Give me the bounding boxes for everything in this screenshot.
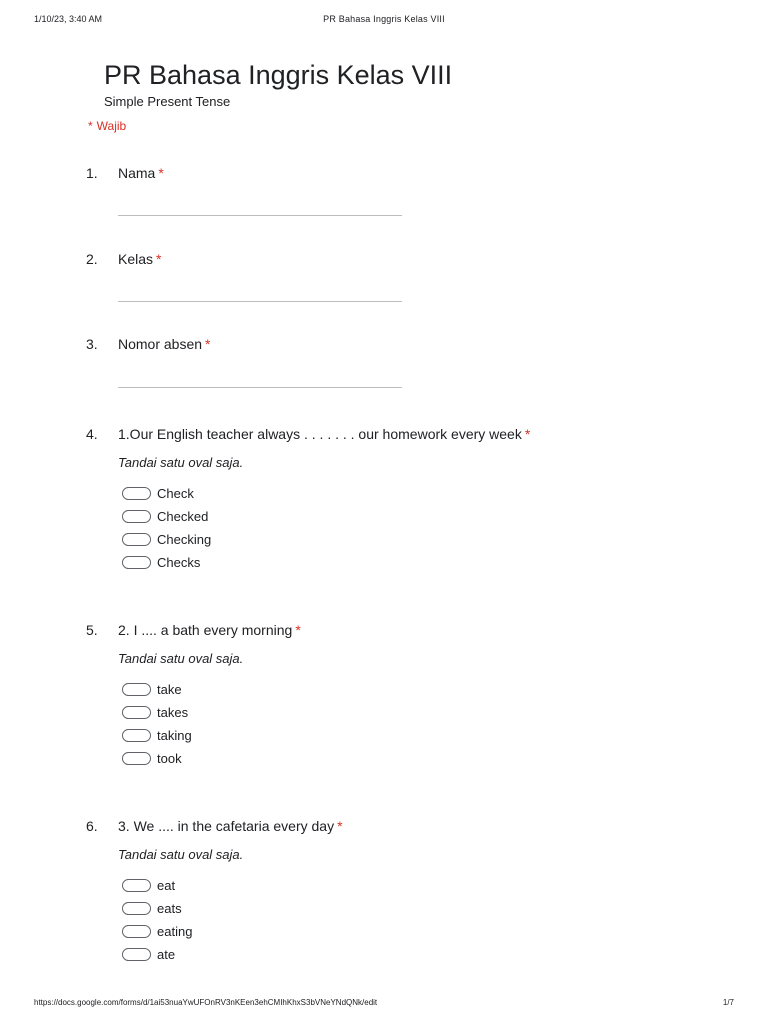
nama-answer-field[interactable] (118, 215, 402, 216)
radio-oval[interactable] (122, 729, 151, 742)
required-label: Wajib (96, 119, 127, 133)
required-star: * (337, 818, 343, 834)
question-label: 1.Our English teacher always . . . . . . . our homework every week (118, 426, 522, 442)
question-text (118, 336, 211, 352)
option-label: taking (157, 728, 192, 743)
required-star: * (158, 165, 164, 181)
required-star: * (205, 336, 211, 352)
question-instruction: Tandai satu oval saja. (118, 847, 244, 862)
option-label: eats (157, 901, 182, 916)
form-description: Simple Present Tense (104, 94, 231, 109)
question-number: 5. (86, 622, 98, 638)
question-text (118, 818, 343, 834)
question-text (118, 622, 301, 638)
required-note (88, 119, 126, 133)
option-label: eat (157, 878, 176, 893)
question-label: Kelas (118, 251, 154, 267)
question-instruction: Tandai satu oval saja. (118, 651, 244, 666)
radio-oval[interactable] (122, 706, 151, 719)
question-label: 2. I .... a bath every morning (118, 622, 293, 638)
radio-oval[interactable] (122, 510, 151, 523)
nomor-absen-answer-field[interactable] (118, 387, 402, 388)
question-text (118, 251, 161, 267)
form-title: PR Bahasa Inggris Kelas VIII (104, 60, 453, 90)
option-label: took (157, 751, 182, 766)
option-label: Checking (157, 532, 212, 547)
option-label: Checks (157, 555, 201, 570)
option-label: ate (157, 947, 176, 962)
radio-oval[interactable] (122, 752, 151, 765)
radio-oval[interactable] (122, 487, 151, 500)
radio-oval[interactable] (122, 533, 151, 546)
radio-oval[interactable] (122, 879, 151, 892)
print-doc-title: PR Bahasa Inggris Kelas VIII (323, 14, 445, 24)
radio-oval[interactable] (122, 683, 151, 696)
question-text (118, 426, 530, 442)
question-number: 3. (86, 336, 98, 352)
required-star: * (88, 119, 93, 133)
page-url: https://docs.google.com/forms/d/1ai53nuaYwUFOnRV3nKEen3ehCMIhKhxS3bVNeYNdQNk/edit (34, 998, 378, 1007)
question-label: Nomor absen (118, 336, 203, 352)
question-number: 4. (86, 426, 98, 442)
print-footer (34, 998, 734, 1010)
radio-oval[interactable] (122, 902, 151, 915)
option-label: Checked (157, 509, 209, 524)
option-label: take (157, 682, 182, 697)
question-number: 1. (86, 165, 98, 181)
question-label: 3. We .... in the cafetaria every day (118, 818, 335, 834)
kelas-answer-field[interactable] (118, 301, 402, 302)
radio-oval[interactable] (122, 948, 151, 961)
question-number: 6. (86, 818, 98, 834)
option-label: eating (157, 924, 193, 939)
print-header (34, 14, 734, 26)
page-number: 1/7 (722, 998, 734, 1007)
question-label: Nama (118, 165, 156, 181)
question-text (118, 165, 164, 181)
required-star: * (156, 251, 162, 267)
question-instruction: Tandai satu oval saja. (118, 455, 244, 470)
option-label: Check (157, 486, 194, 501)
radio-oval[interactable] (122, 556, 151, 569)
option-label: takes (157, 705, 189, 720)
required-star: * (524, 426, 531, 442)
question-number: 2. (86, 251, 98, 267)
radio-oval[interactable] (122, 925, 151, 938)
print-date: 1/10/23, 3:40 AM (34, 14, 103, 24)
required-star: * (295, 622, 301, 638)
